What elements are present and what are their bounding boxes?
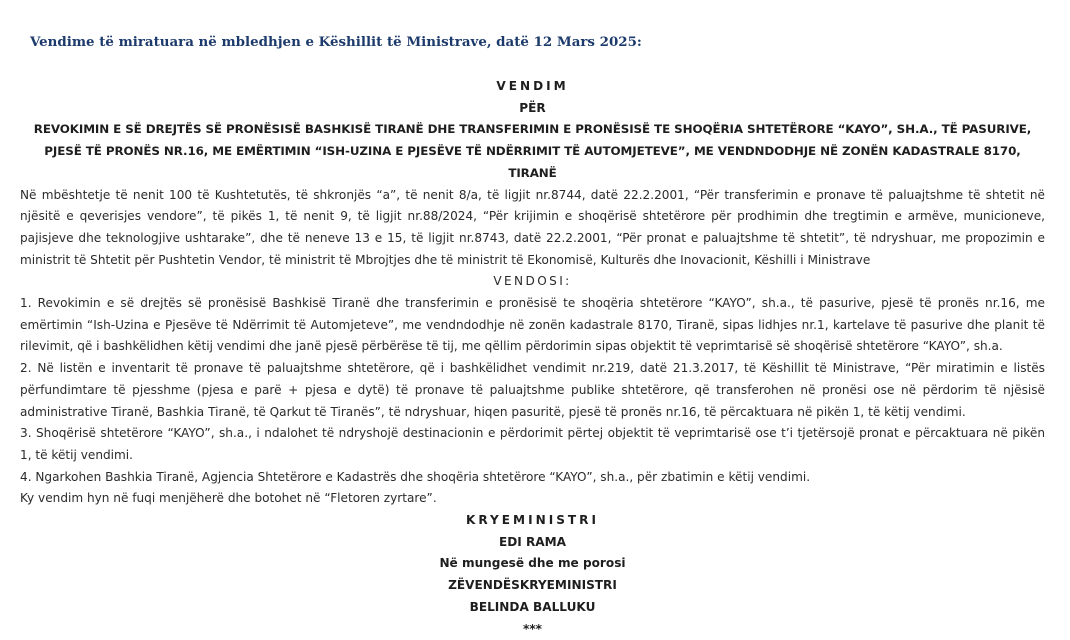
decision-document — [20, 76, 1045, 640]
decision-for: PËR — [519, 100, 546, 115]
decision-label: VENDIM — [496, 79, 569, 93]
section-heading: Vendime të miratuara në mbledhjen e Këshillit të Ministrave, datë 12 Mars 2025: — [30, 34, 642, 50]
decision-closing: Ky vendim hyn në fuqi menjëherë dhe botohet në “Fletoren zyrtare”. — [20, 491, 437, 506]
signature-title: KRYEMINISTRI — [466, 513, 599, 528]
decision-preamble: Në mbështetje të nenit 100 të Kushtetutës, të shkronjës “a”, të nenit 8/a, të ligjit nr.8744, datë 22.2.2001, “Për transferimin e pronave të paluajtshme të shtetit në njësitë e qeverisjes vendore”, të pikës 1, të nenit 9, të ligjit nr.88/2024, “Për krijimin e shoqërisë shtetërore për prodhimin dhe tregtimin e armëve, municioneve, pajisjeve dhe teknologjive ushtarake”, dhe të neneve 13 e 15, të ligjit nr.8743, datë 22.2.2001, “Për pronat e paluajtshme të shtetit”, të ndryshuar, me propozimin e ministrit të Shtetit për Pushtetin Vendor, të ministrit të Mbrojtjes dhe të ministrit të Ekonomisë, Kulturës dhe Inovacionit, Këshilli i Ministrave — [20, 187, 1045, 267]
signature-separator: *** — [523, 621, 542, 636]
decision-item-4: 4. Ngarkohen Bashkia Tiranë, Agjencia Shtetërore e Kadastrës dhe shoqëria shtetërore “KAYO”, sh.a., për zbatimin e këtij vendimi. — [20, 469, 811, 484]
decision-decides: VENDOSI: — [493, 274, 572, 289]
signature-absence-note: Në mungesë dhe me porosi — [439, 556, 626, 571]
decision-subject: REVOKIMIN E SË DREJTËS SË PRONËSISË BASHKISË TIRANË DHE TRANSFERIMIN E PRONËSISË TE SHOQËRIA SHTETËRORE “KAYO”, SH.A., TË PASURIVE, PJESË TË PRONËS NR.16, ME EMËRTIMIN “ISH-UZINA E PJESËVE TË NDËRRIMIT TË AUTOMJETEVE”, ME VENDNDODHJE NË ZONËN KADASTRALE 8170, TIRANË — [33, 122, 1032, 180]
decision-item-3: 3. Shoqërisë shtetërore “KAYO”, sh.a., i ndalohet të ndryshojë destinacionin e përdorimit përtej objektit të veprimtarisë ose t’i tjetërsojë pronat e përcaktuara në pikën 1, të këtij vendimi. — [20, 426, 1045, 462]
signature-deputy-name: BELINDA BALLUKU — [469, 599, 596, 614]
signature-name: EDI RAMA — [498, 534, 567, 549]
decision-item-1: 1. Revokimin e së drejtës së pronësisë Bashkisë Tiranë dhe transferimin e pronësisë te shoqëria shtetërore “KAYO”, sh.a., të pasurive, pjesë të pronës nr.16, me emërtimin “Ish-Uzina e Pjesëve të Ndërrimit të Automjeteve”, me vendndodhje në zonën kadastrale 8170, Tiranë, sipas lidhjes nr.1, kartelave të pasurive dhe planit të rilevimit, që i bashkëlidhen këtij vendimi dhe janë pjesë përbërëse të tij, me qëllim përdorimin sipas objektit të veprimtarisë së shoqërisë shtetërore “KAYO”, sh.a. — [20, 296, 1045, 354]
decision-item-2: 2. Në listën e inventarit të pronave të paluajtshme shtetërore, që i bashkëlidhet vendimit nr.219, datë 21.3.2017, të Këshillit të Ministrave, “Për miratimin e listës përfundimtare të pjesshme (pjesa e parë + pjesa e dytë) të pronave të paluajtshme publike shtetërore, që transferohen në pronësi ose në përdorim të njësisë administrative Tiranë, Bashkia Tiranë, të Qarkut të Tiranës”, të ndryshuar, hiqen pasuritë, pjesë të pronës nr.16, të përcaktuara në pikën 1, të këtij vendimi. — [20, 361, 1045, 419]
signature-deputy-title: ZËVENDËSKRYEMINISTRI — [448, 578, 617, 593]
